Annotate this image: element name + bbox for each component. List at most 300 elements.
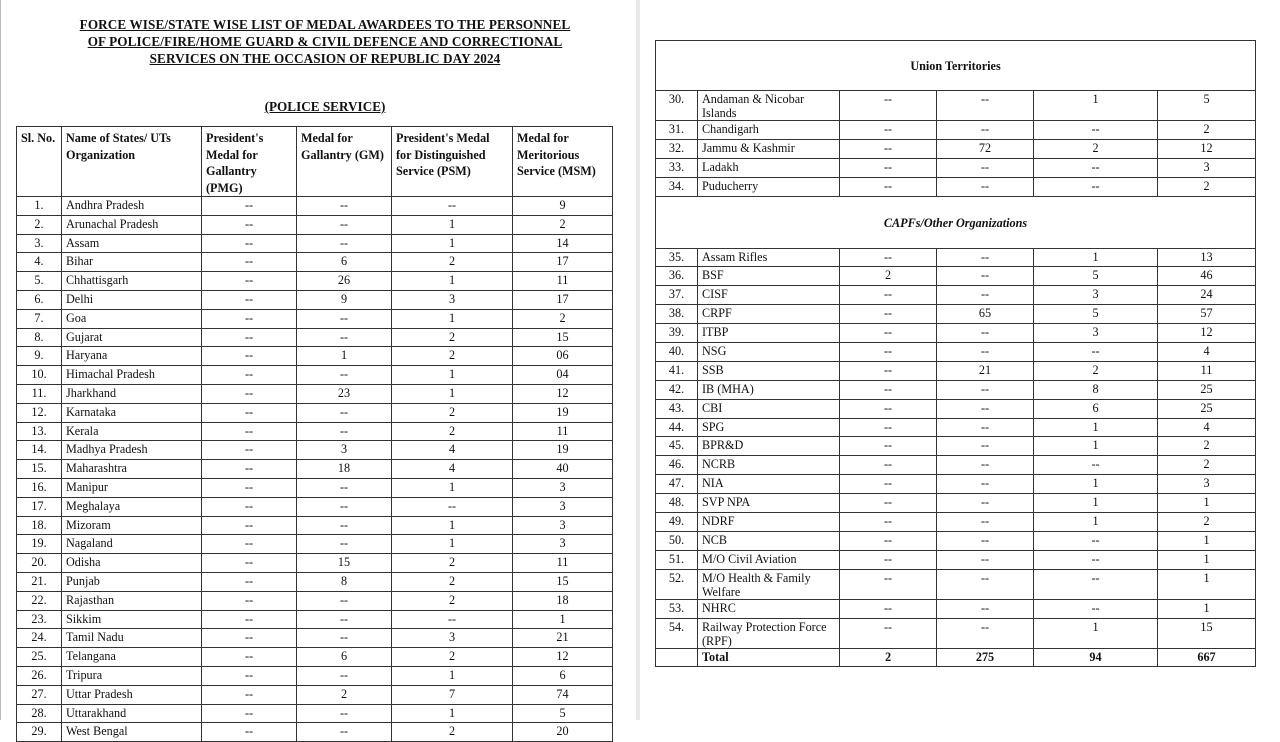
- cell-psm: 1: [1034, 91, 1158, 121]
- cell-gm: --: [937, 550, 1034, 569]
- cell-name: Uttar Pradesh: [62, 685, 202, 704]
- cell-sl: 11.: [17, 384, 62, 403]
- cell-sl: 22.: [17, 591, 62, 610]
- cell-msm: 14: [513, 234, 613, 253]
- cell-psm: --: [1034, 158, 1158, 177]
- cell-psm: 8: [1034, 380, 1158, 399]
- cell-sl: 24.: [17, 629, 62, 648]
- cell-gm: --: [937, 158, 1034, 177]
- cell-msm: 1: [513, 610, 613, 629]
- cell-sl: 10.: [17, 366, 62, 385]
- cell-psm: 2: [392, 723, 513, 742]
- total-label: Total: [698, 648, 840, 667]
- cell-name: Puducherry: [698, 177, 840, 196]
- cell-gm: --: [297, 403, 392, 422]
- cell-pmg: --: [202, 478, 297, 497]
- total-gm: 275: [937, 648, 1034, 667]
- cell-sl: 51.: [656, 550, 698, 569]
- cell-pmg: --: [840, 91, 937, 121]
- cell-pmg: --: [840, 380, 937, 399]
- cell-pmg: --: [840, 139, 937, 158]
- cell-sl: 46.: [656, 456, 698, 475]
- cell-gm: --: [297, 516, 392, 535]
- table-row: [656, 475, 1256, 494]
- cell-pmg: --: [202, 629, 297, 648]
- cell-sl: 48.: [656, 494, 698, 513]
- cell-gm: --: [937, 456, 1034, 475]
- cell-psm: --: [1034, 531, 1158, 550]
- cell-name: NCB: [698, 531, 840, 550]
- cell-psm: 1: [1034, 475, 1158, 494]
- cell-psm: 2: [392, 403, 513, 422]
- cell-gm: 8: [297, 572, 392, 591]
- cell-psm: 5: [1034, 305, 1158, 324]
- cell-msm: 15: [513, 328, 613, 347]
- cell-sl: 9.: [17, 347, 62, 366]
- cell-name: Maharashtra: [62, 460, 202, 479]
- cell-msm: 15: [1158, 618, 1256, 648]
- cell-name: Gujarat: [62, 328, 202, 347]
- cell-msm: 2: [513, 309, 613, 328]
- cell-psm: --: [1034, 599, 1158, 618]
- cell-sl: 2.: [17, 215, 62, 234]
- cell-name: NCRB: [698, 456, 840, 475]
- cell-sl: 45.: [656, 437, 698, 456]
- cell-pmg: --: [202, 535, 297, 554]
- cell-msm: 9: [513, 197, 613, 216]
- cell-gm: 72: [937, 139, 1034, 158]
- cell-psm: --: [1034, 456, 1158, 475]
- cell-name: SSB: [698, 361, 840, 380]
- cell-psm: 1: [1034, 618, 1158, 648]
- table-row: [656, 569, 1256, 599]
- cell-msm: 57: [1158, 305, 1256, 324]
- cell-psm: 1: [392, 535, 513, 554]
- cell-name: SPG: [698, 418, 840, 437]
- cell-psm: 2: [392, 328, 513, 347]
- cell-psm: 1: [1034, 494, 1158, 513]
- cell-pmg: --: [840, 324, 937, 343]
- cell-sl: 35.: [656, 248, 698, 267]
- cell-sl: 43.: [656, 399, 698, 418]
- cell-name: Jharkhand: [62, 384, 202, 403]
- cell-sl: 54.: [656, 618, 698, 648]
- cell-gm: --: [937, 267, 1034, 286]
- cell-sl: 7.: [17, 309, 62, 328]
- cell-gm: --: [937, 437, 1034, 456]
- cell-msm: 12: [1158, 139, 1256, 158]
- cell-pmg: --: [840, 531, 937, 550]
- cell-msm: 2: [1158, 437, 1256, 456]
- cell-msm: 40: [513, 460, 613, 479]
- cell-sl: 30.: [656, 91, 698, 121]
- cell-psm: 1: [392, 215, 513, 234]
- cell-psm: 1: [392, 272, 513, 291]
- cell-msm: 25: [1158, 399, 1256, 418]
- cell-psm: 3: [1034, 324, 1158, 343]
- cell-sl: 34.: [656, 177, 698, 196]
- cell-msm: 04: [513, 366, 613, 385]
- table-row: [656, 177, 1256, 196]
- cell-pmg: --: [840, 494, 937, 513]
- cell-name: Uttarakhand: [62, 704, 202, 723]
- states-table: [16, 126, 613, 742]
- cell-gm: 65: [937, 305, 1034, 324]
- cell-psm: 4: [392, 441, 513, 460]
- table-row: [656, 494, 1256, 513]
- table-row: [656, 248, 1256, 267]
- cell-sl: 44.: [656, 418, 698, 437]
- cell-psm: 1: [1034, 418, 1158, 437]
- cell-pmg: --: [202, 253, 297, 272]
- table-row: [656, 324, 1256, 343]
- table-row: [656, 343, 1256, 362]
- document-title: [0, 16, 650, 67]
- cell-gm: 26: [297, 272, 392, 291]
- cell-pmg: --: [202, 422, 297, 441]
- cell-sl: 41.: [656, 361, 698, 380]
- cell-msm: 3: [1158, 158, 1256, 177]
- cell-gm: 2: [297, 685, 392, 704]
- cell-gm: --: [937, 513, 1034, 532]
- table-row: [17, 366, 613, 385]
- cell-gm: --: [937, 418, 1034, 437]
- cell-psm: 2: [392, 554, 513, 573]
- cell-psm: --: [1034, 121, 1158, 140]
- cell-pmg: --: [202, 610, 297, 629]
- table-row: [656, 91, 1256, 121]
- table-row: [17, 441, 613, 460]
- cell-pmg: --: [840, 399, 937, 418]
- cell-psm: 6: [1034, 399, 1158, 418]
- cell-psm: 2: [392, 572, 513, 591]
- cell-sl: 4.: [17, 253, 62, 272]
- cell-gm: --: [937, 121, 1034, 140]
- cell-psm: 2: [392, 591, 513, 610]
- cell-psm: 1: [392, 309, 513, 328]
- cell-gm: --: [937, 399, 1034, 418]
- table-row: [17, 215, 613, 234]
- table-row: [656, 267, 1256, 286]
- table-row: [17, 478, 613, 497]
- cell-msm: 11: [513, 422, 613, 441]
- table-row: [656, 361, 1256, 380]
- cell-pmg: --: [202, 460, 297, 479]
- cell-psm: 1: [392, 384, 513, 403]
- cell-sl: 16.: [17, 478, 62, 497]
- cell-msm: 11: [513, 272, 613, 291]
- cell-psm: 1: [1034, 437, 1158, 456]
- cell-pmg: --: [202, 554, 297, 573]
- cell-gm: --: [937, 380, 1034, 399]
- cell-psm: --: [392, 610, 513, 629]
- cell-pmg: --: [202, 704, 297, 723]
- table-row: [17, 648, 613, 667]
- cell-name: Odisha: [62, 554, 202, 573]
- left-page: [0, 0, 636, 739]
- cell-gm: --: [937, 569, 1034, 599]
- cell-gm: 18: [297, 460, 392, 479]
- cell-pmg: --: [202, 403, 297, 422]
- section-subheading: (POLICE SERVICE): [264, 99, 386, 114]
- cell-msm: 1: [1158, 569, 1256, 599]
- cell-psm: --: [392, 497, 513, 516]
- cell-msm: 2: [1158, 513, 1256, 532]
- cell-psm: 1: [1034, 513, 1158, 532]
- table-row: [17, 516, 613, 535]
- cell-gm: --: [937, 91, 1034, 121]
- cell-sl: 31.: [656, 121, 698, 140]
- cell-name: Himachal Pradesh: [62, 366, 202, 385]
- cell-pmg: --: [840, 456, 937, 475]
- table-row: [17, 497, 613, 516]
- cell-psm: 3: [392, 629, 513, 648]
- cell-msm: 4: [1158, 418, 1256, 437]
- cell-pmg: --: [202, 384, 297, 403]
- cell-gm: --: [297, 666, 392, 685]
- cell-msm: 2: [1158, 177, 1256, 196]
- cell-psm: --: [1034, 550, 1158, 569]
- cell-msm: 11: [513, 554, 613, 573]
- cell-gm: --: [937, 531, 1034, 550]
- cell-msm: 4: [1158, 343, 1256, 362]
- cell-gm: --: [297, 422, 392, 441]
- total-pmg: 2: [840, 648, 937, 667]
- cell-sl: 8.: [17, 328, 62, 347]
- cell-gm: 6: [297, 253, 392, 272]
- cell-name: Kerala: [62, 422, 202, 441]
- cell-psm: 3: [1034, 286, 1158, 305]
- table-row: [17, 197, 613, 216]
- table-row: [17, 328, 613, 347]
- cell-gm: --: [297, 328, 392, 347]
- cell-gm: --: [297, 591, 392, 610]
- right-page: [640, 0, 1280, 720]
- cell-gm: --: [937, 286, 1034, 305]
- cell-pmg: --: [840, 569, 937, 599]
- cell-gm: --: [937, 343, 1034, 362]
- table-row: [17, 290, 613, 309]
- cell-gm: 6: [297, 648, 392, 667]
- table-row: [656, 399, 1256, 418]
- cell-psm: 1: [392, 234, 513, 253]
- cell-sl: 1.: [17, 197, 62, 216]
- cell-pmg: --: [202, 366, 297, 385]
- cell-pmg: --: [202, 215, 297, 234]
- ut-heading-row: [656, 41, 1256, 91]
- cell-msm: 17: [513, 290, 613, 309]
- cell-gm: --: [297, 197, 392, 216]
- cell-name: Chandigarh: [698, 121, 840, 140]
- cell-sl: 14.: [17, 441, 62, 460]
- cell-pmg: --: [840, 158, 937, 177]
- cell-gm: --: [937, 599, 1034, 618]
- cell-psm: 1: [392, 478, 513, 497]
- col-header-msm: Medal for Meritorious Service (MSM): [513, 127, 613, 197]
- cell-msm: 13: [1158, 248, 1256, 267]
- cell-sl: 27.: [17, 685, 62, 704]
- cell-msm: 46: [1158, 267, 1256, 286]
- table-row: [17, 272, 613, 291]
- cell-gm: --: [297, 723, 392, 742]
- cell-sl: 36.: [656, 267, 698, 286]
- cell-name: NIA: [698, 475, 840, 494]
- cell-name: Goa: [62, 309, 202, 328]
- cell-name: Haryana: [62, 347, 202, 366]
- cell-name: CISF: [698, 286, 840, 305]
- cell-psm: 1: [1034, 248, 1158, 267]
- cell-sl: 42.: [656, 380, 698, 399]
- table-row: [656, 513, 1256, 532]
- cell-sl: 6.: [17, 290, 62, 309]
- cell-sl: 50.: [656, 531, 698, 550]
- cell-gm: --: [297, 629, 392, 648]
- cell-msm: 3: [513, 516, 613, 535]
- cell-sl: 20.: [17, 554, 62, 573]
- cell-msm: 1: [1158, 550, 1256, 569]
- cell-pmg: --: [840, 305, 937, 324]
- cell-name: M/O Health & Family Welfare: [698, 569, 840, 599]
- cell-name: Rajasthan: [62, 591, 202, 610]
- cell-gm: 3: [297, 441, 392, 460]
- cell-pmg: --: [202, 441, 297, 460]
- table-row: [17, 535, 613, 554]
- cell-msm: 19: [513, 441, 613, 460]
- cell-msm: 12: [1158, 324, 1256, 343]
- cell-pmg: --: [840, 475, 937, 494]
- cell-name: Telangana: [62, 648, 202, 667]
- cell-psm: 5: [1034, 267, 1158, 286]
- total-row: [656, 648, 1256, 667]
- cell-pmg: --: [202, 347, 297, 366]
- cell-name: Bihar: [62, 253, 202, 272]
- cell-msm: 25: [1158, 380, 1256, 399]
- title-line-3: SERVICES ON THE OCCASION OF REPUBLIC DAY 2024: [149, 51, 501, 66]
- cell-sl: 15.: [17, 460, 62, 479]
- cell-pmg: 2: [840, 267, 937, 286]
- cell-pmg: --: [202, 328, 297, 347]
- cell-name: NHRC: [698, 599, 840, 618]
- cell-msm: 12: [513, 648, 613, 667]
- cell-gm: --: [937, 177, 1034, 196]
- table-row: [17, 422, 613, 441]
- cell-sl: 21.: [17, 572, 62, 591]
- table-row: [656, 286, 1256, 305]
- cell-gm: --: [297, 309, 392, 328]
- cell-psm: 1: [392, 704, 513, 723]
- cell-gm: --: [297, 478, 392, 497]
- cell-msm: 2: [1158, 456, 1256, 475]
- table-row: [17, 309, 613, 328]
- table-header-row: [17, 127, 613, 197]
- table-row: [17, 666, 613, 685]
- cell-psm: 1: [392, 366, 513, 385]
- cell-sl: 33.: [656, 158, 698, 177]
- cell-psm: --: [1034, 177, 1158, 196]
- table-row: [656, 599, 1256, 618]
- cell-pmg: --: [202, 572, 297, 591]
- cell-name: Tripura: [62, 666, 202, 685]
- cell-name: Nagaland: [62, 535, 202, 554]
- cell-msm: 11: [1158, 361, 1256, 380]
- cell-sl: 26.: [17, 666, 62, 685]
- cell-gm: --: [297, 704, 392, 723]
- states-body: [17, 197, 613, 742]
- cell-name: Meghalaya: [62, 497, 202, 516]
- cell-pmg: --: [202, 516, 297, 535]
- cell-msm: 6: [513, 666, 613, 685]
- cell-pmg: --: [840, 343, 937, 362]
- title-line-1: FORCE WISE/STATE WISE LIST OF MEDAL AWARDEES TO THE PERSONNEL: [79, 17, 571, 32]
- cell-sl: 18.: [17, 516, 62, 535]
- cell-gm: --: [297, 497, 392, 516]
- cell-name: BPR&D: [698, 437, 840, 456]
- cell-gm: 21: [937, 361, 1034, 380]
- cell-sl: 28.: [17, 704, 62, 723]
- cell-pmg: --: [202, 234, 297, 253]
- cell-name: NSG: [698, 343, 840, 362]
- table-row: [17, 460, 613, 479]
- cell-sl: 13.: [17, 422, 62, 441]
- cell-pmg: --: [840, 418, 937, 437]
- cell-name: Jammu & Kashmir: [698, 139, 840, 158]
- cell-sl: 47.: [656, 475, 698, 494]
- cell-pmg: --: [840, 177, 937, 196]
- cell-pmg: --: [202, 309, 297, 328]
- cell-name: Chhattisgarh: [62, 272, 202, 291]
- cell-pmg: --: [202, 685, 297, 704]
- capf-heading: CAPFs/Other Organizations: [656, 196, 1256, 248]
- cell-msm: 20: [513, 723, 613, 742]
- cell-sl: 17.: [17, 497, 62, 516]
- cell-gm: 9: [297, 290, 392, 309]
- cell-name: Tamil Nadu: [62, 629, 202, 648]
- cell-name: Andaman & Nicobar Islands: [698, 91, 840, 121]
- cell-pmg: --: [202, 648, 297, 667]
- cell-pmg: --: [202, 272, 297, 291]
- cell-gm: 23: [297, 384, 392, 403]
- cell-pmg: --: [202, 723, 297, 742]
- cell-name: Sikkim: [62, 610, 202, 629]
- table-row: [17, 610, 613, 629]
- cell-msm: 06: [513, 347, 613, 366]
- cell-msm: 3: [513, 535, 613, 554]
- capf-heading-row: [656, 196, 1256, 248]
- cell-gm: --: [297, 215, 392, 234]
- cell-sl: 39.: [656, 324, 698, 343]
- cell-pmg: --: [840, 618, 937, 648]
- cell-name: SVP NPA: [698, 494, 840, 513]
- table-row: [17, 347, 613, 366]
- cell-psm: 4: [392, 460, 513, 479]
- cell-psm: --: [1034, 343, 1158, 362]
- table-row: [656, 121, 1256, 140]
- cell-sl: 38.: [656, 305, 698, 324]
- cell-msm: 74: [513, 685, 613, 704]
- cell-sl: 32.: [656, 139, 698, 158]
- cell-psm: 1: [392, 516, 513, 535]
- cell-psm: 1: [392, 666, 513, 685]
- table-row: [656, 531, 1256, 550]
- cell-msm: 3: [513, 497, 613, 516]
- cell-gm: --: [937, 618, 1034, 648]
- cell-name: Karnataka: [62, 403, 202, 422]
- total-blank-cell: [656, 648, 698, 667]
- cell-gm: 15: [297, 554, 392, 573]
- table-row: [17, 629, 613, 648]
- cell-name: Arunachal Pradesh: [62, 215, 202, 234]
- cell-pmg: --: [840, 361, 937, 380]
